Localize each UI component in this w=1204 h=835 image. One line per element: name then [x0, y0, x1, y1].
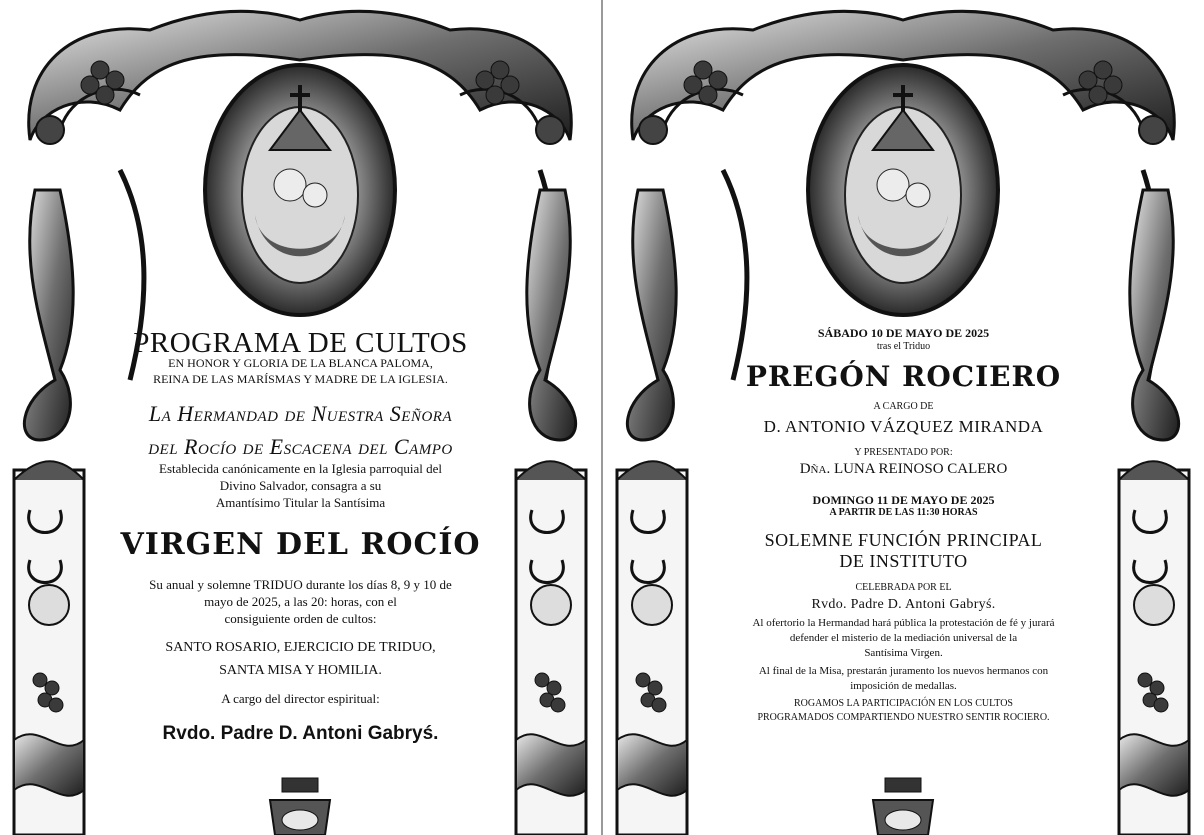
offertory-line-2: defender el misterio de la mediación universal de la: [789, 632, 1018, 644]
director-name: Rvdo. Padre D. Antoni Gabryś.: [162, 723, 439, 744]
pregon-date-note: tras el Triduo: [876, 341, 931, 352]
intro-line-1: Establecida canónicamente en la Iglesia parroquial del: [159, 461, 442, 476]
right-page: [603, 0, 1204, 835]
triduo-line-3: consiguiente orden de cultos:: [224, 611, 377, 626]
cults-line-2: SANTA MISA Y HOMILIA.: [219, 663, 382, 678]
left-page: [0, 0, 601, 835]
speaker-name: D. ANTONIO VÁZQUEZ MIRANDA: [763, 417, 1044, 436]
offertory-line-3: Santísima Virgen.: [864, 647, 943, 659]
closing-line-2: PROGRAMADOS COMPARTIENDO NUESTRO SENTIR ROCIERO.: [757, 712, 1050, 723]
intro-line-3: Amantísimo Titular la Santísima: [215, 495, 386, 510]
brotherhood-line-1: La Hermandad de Nuestra Señora: [148, 401, 453, 426]
triduo-line-2: mayo de 2025, a las 20: horas, con el: [204, 594, 397, 609]
function-title-line-2: DE INSTITUTO: [839, 551, 968, 571]
oath-line-1: Al final de la Misa, prestarán juramento los nuevos hermanos con: [758, 665, 1049, 677]
closing-line-1: ROGAMOS LA PARTICIPACIÓN EN LOS CULTOS: [794, 698, 1013, 709]
pregon-title: PREGÓN ROCIERO: [745, 360, 1062, 393]
subtitle-line-1: EN HONOR Y GLORIA DE LA BLANCA PALOMA,: [168, 356, 433, 370]
brotherhood-line-2: del Rocío de Escacena del Campo: [148, 434, 453, 459]
function-time: A PARTIR DE LAS 11:30 HORAS: [829, 507, 978, 518]
function-title-line-1: SOLEMNE FUNCIÓN PRINCIPAL: [764, 530, 1043, 550]
presenter-name: Dña. LUNA REINOSO CALERO: [799, 461, 1008, 477]
subtitle-line-2: REINA DE LAS MARÍSMAS Y MADRE DE LA IGLESIA.: [153, 372, 448, 386]
virgin-name-heading: VIRGEN DEL ROCÍO: [120, 527, 481, 562]
intro-line-2: Divino Salvador, consagra a su: [219, 478, 382, 493]
celebrant-name: Rvdo. Padre D. Antoni Gabryś.: [811, 597, 996, 612]
speaker-label: A CARGO DE: [873, 401, 934, 412]
celebrant-label: CELEBRADA POR EL: [855, 582, 952, 593]
presenter-label: Y PRESENTADO POR:: [854, 447, 953, 458]
pregon-date: SÁBADO 10 DE MAYO DE 2025: [817, 326, 990, 340]
triduo-line-1: Su anual y solemne TRIDUO durante los días 8, 9 y 10 de: [149, 577, 452, 592]
oath-line-2: imposición de medallas.: [850, 680, 957, 692]
program-title: PROGRAMA DE CULTOS: [133, 327, 468, 359]
director-label: A cargo del director espiritual:: [221, 691, 380, 706]
cults-line-1: SANTO ROSARIO, EJERCICIO DE TRIDUO,: [165, 640, 436, 655]
function-date: DOMINGO 11 DE MAYO DE 2025: [812, 493, 995, 507]
offertory-line-1: Al ofertorio la Hermandad hará pública la protestación de fé y jurará: [752, 617, 1055, 629]
